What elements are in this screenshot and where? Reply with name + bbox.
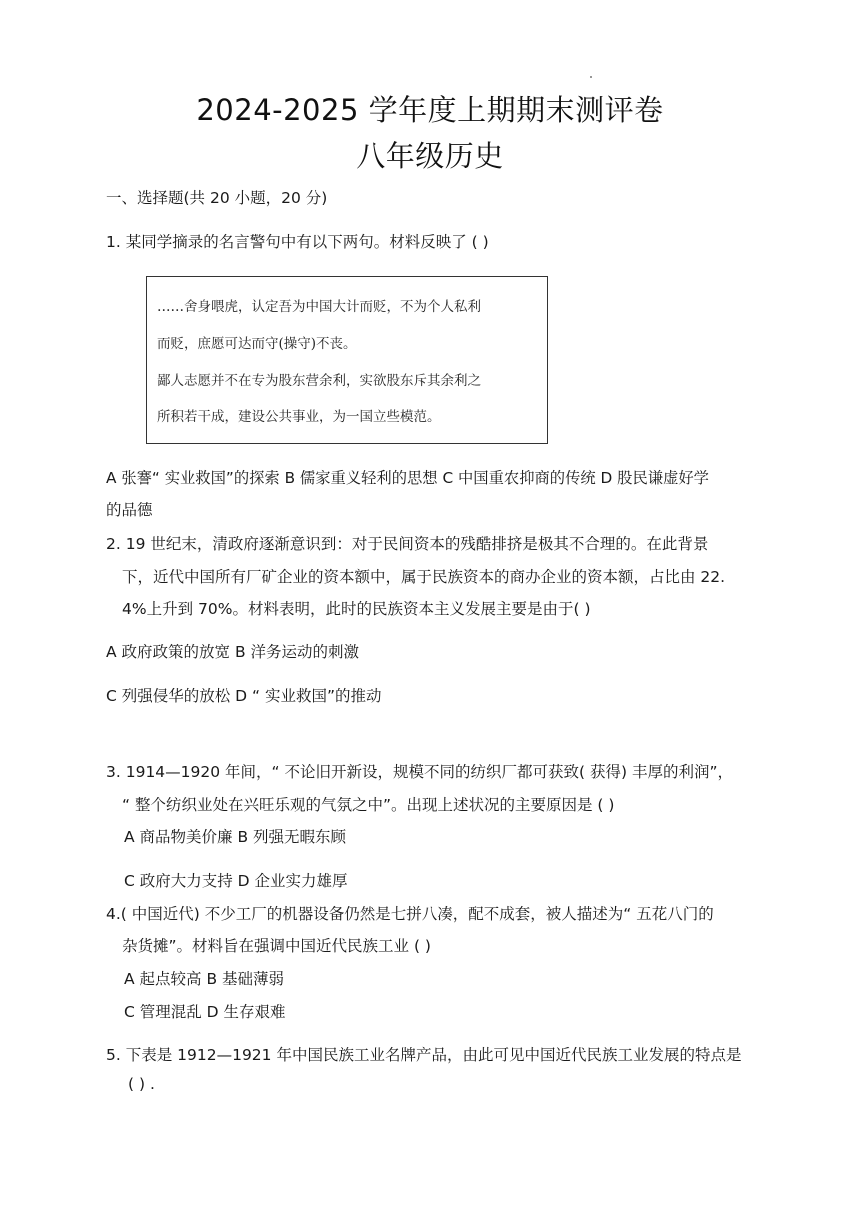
exam-subtitle: 八年级历史	[356, 139, 504, 173]
q2-stem: 2. 19 世纪末，清政府逐渐意识到：对于民间资本的残酷排挤是极其不合理的。在此背景	[106, 535, 709, 553]
q1-quote-line: 而贬，庶愿可达而守(操守)不丧。	[157, 336, 357, 352]
q1-quote-box	[146, 276, 548, 444]
q4-stem: 4.( 中国近代) 不少工厂的机器设备仍然是七拼八凑，配不成套，被人描述为“ 五花八门的	[106, 905, 714, 923]
q3-options: C 政府大力支持 D 企业实力雄厚	[124, 872, 348, 890]
q2-options: A 政府政策的放宽 B 洋务运动的刺激	[106, 643, 360, 661]
q2-stem-cont: 下，近代中国所有厂矿企业的资本额中，属于民族资本的商办企业的资本额，占比由 22.	[122, 568, 726, 586]
q4-options: A 起点较高 B 基础薄弱	[124, 970, 285, 988]
q1-quote-line: 鄙人志愿并不在专为股东营余利，实欲股东斥其余利之	[157, 373, 481, 389]
q1-quote-line: 所积若干成，建设公共事业，为一国立些模范。	[157, 409, 441, 425]
q4-stem-cont: 杂货摊”。材料旨在强调中国近代民族工业 ( )	[122, 937, 431, 955]
q1-quote-line: ……舍身喂虎，认定吾为中国大计而贬，不为个人私利	[157, 299, 481, 315]
q4-options: C 管理混乱 D 生存艰难	[124, 1003, 286, 1021]
q1-options-cont: 的品德	[106, 501, 153, 519]
exam-title: 2024-2025 学年度上期期末测评卷	[196, 93, 664, 127]
q1-options: A 张謇“ 实业救国”的探索 B 儒家重义轻利的思想 C 中国重农抑商的传统 D 股民谦虚好学	[106, 469, 709, 487]
q2-options: C 列强侵华的放松 D “ 实业救国”的推动	[106, 687, 382, 705]
q1-stem: 1. 某同学摘录的名言警句中有以下两句。材料反映了 ( )	[106, 233, 489, 251]
q5-stem-cont: ( ) .	[128, 1075, 155, 1093]
q3-stem: 3. 1914—1920 年间，“ 不论旧开新设，规模不同的纺织厂都可获致( 获得) 丰厚的利润”，	[106, 763, 733, 781]
scan-speck	[590, 76, 592, 78]
q3-stem-cont: “ 整个纺织业处在兴旺乐观的气氛之中”。出现上述状况的主要原因是 ( )	[122, 796, 615, 814]
q5-stem: 5. 下表是 1912—1921 年中国民族工业名牌产品，由此可见中国近代民族工业发展的特点是	[106, 1046, 742, 1064]
q3-options: A 商品物美价廉 B 列强无暇东顾	[124, 828, 347, 846]
section-heading: 一、选择题(共 20 小题，20 分)	[106, 189, 328, 207]
q2-stem-cont: 4%上升到 70%。材料表明，此时的民族资本主义发展主要是由于( )	[122, 600, 591, 618]
